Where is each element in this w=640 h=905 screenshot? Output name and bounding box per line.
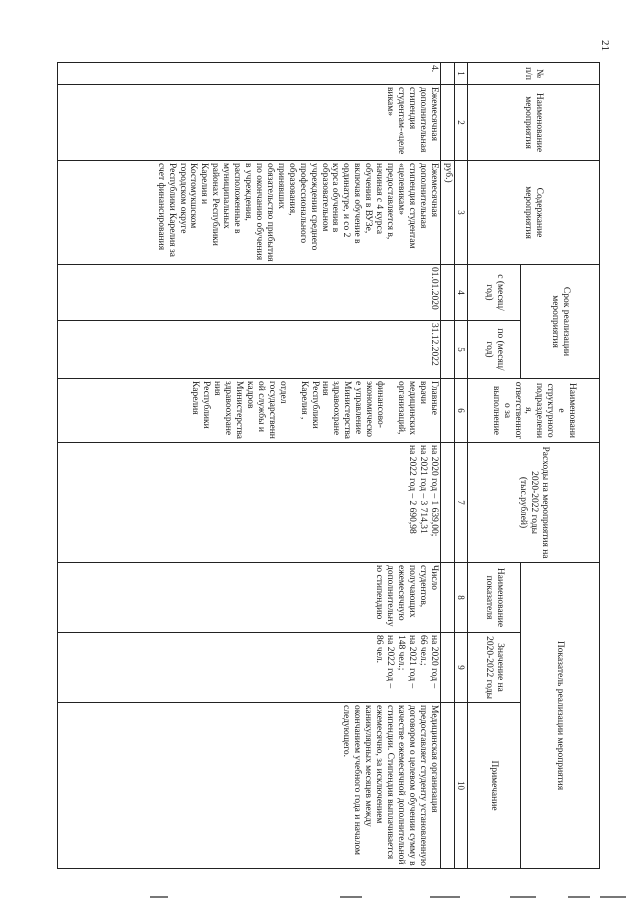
row-date-from: 01.01.2020 <box>57 265 440 321</box>
responsible-line: финансово-экономическое управление Министерства здравоохранения Республики Карелия , <box>298 381 386 439</box>
row-expenses <box>57 443 440 563</box>
col-number: 3 <box>454 161 467 265</box>
col-number: 2 <box>454 85 467 161</box>
continuation-text: руб.) <box>440 161 454 265</box>
header-expenses: Расходы на мероприятия на 2020-2022 годы (тыс.рублей) <box>468 443 600 563</box>
col-number: 8 <box>454 563 467 633</box>
header-indicator-value: Значение на 2020-2022 годы <box>468 633 521 703</box>
row-responsible <box>57 379 440 443</box>
rotated-table-wrapper <box>55 62 600 868</box>
header-note: Примечание <box>468 703 521 869</box>
responsible-line: отдел государственной службы и кадров Министерства здравоохранения Республики Карелия <box>190 381 288 439</box>
row-content: Ежемесячная дополнительная стипендия студентам «целевикам» предоставляется в, начиная с 4 курса обучения в ВУЗе, включая обучение в ординатуре, и со 2 курса обучения в образовательном учреждении среднего профессионального образования, принявших обязательство прибытия по окончанию обучения в учреждения, расположенные в муниципальных районах Республики Карелия и Костомукшском городском округе Республики Карелия за счет финансирования <box>57 161 440 265</box>
col-number: 1 <box>454 63 467 85</box>
header-name: Наименование мероприятия <box>468 85 600 161</box>
header-term-from: с (месяц/ год) <box>468 265 521 321</box>
col-number: 10 <box>454 703 467 869</box>
col-number: 6 <box>454 379 467 443</box>
header-num: № п/п <box>468 63 600 85</box>
row-indicator-values <box>57 633 440 703</box>
col-number: 4 <box>454 265 467 321</box>
expense-line: на 2020 год – 1 639,00; <box>428 445 439 537</box>
header-term-to: по (месяц/ год) <box>468 321 521 379</box>
responsible-line: Главные врачи медицинских организаций, <box>395 381 439 435</box>
page-number: 21 <box>599 40 611 51</box>
header-responsible: Наименование структурного подразделения, ответственного за выполнение <box>468 379 600 443</box>
col-number: 7 <box>454 443 467 563</box>
row-name: Ежемесячная дополнительная стипендия студентам-«целевикам» <box>57 85 440 161</box>
header-content: Содержание мероприятия <box>468 161 600 265</box>
row-number: 4. <box>57 63 440 85</box>
indicator-value-line: на 2020 год – 66 чел.; <box>417 635 439 689</box>
col-number: 9 <box>454 633 467 703</box>
measures-table <box>57 62 600 869</box>
header-indicator: Показатель реализации мероприятия <box>521 563 600 869</box>
header-indicator-name: Наименование показателя <box>468 563 521 633</box>
scan-edge-marks <box>0 896 640 902</box>
expense-line: на 2022 год – 2 690,98 <box>406 445 417 534</box>
row-date-to: 31.12.2022 <box>57 321 440 379</box>
col-number: 5 <box>454 321 467 379</box>
indicator-value-line: на 2022 год – 86 чел. <box>374 635 396 689</box>
header-term: Срок реализации мероприятия <box>521 265 600 379</box>
expense-line: на 2021 год – 3 714,31 <box>417 445 428 534</box>
row-note: Медицинская организация предоставляет студенту установленную договором о целевом обучении сумму в качестве ежемесячной дополнительной стипендии. Стипендия выплачивается ежемесячно, за исключением каникулярных месяцев между окончанием учебного года и началом следующего. <box>57 703 440 869</box>
row-indicator-name: Число студентов, получающих ежемесячную дополнительную стипендию <box>57 563 440 633</box>
indicator-value-line: на 2021 год – 148 чел.; <box>395 635 417 689</box>
